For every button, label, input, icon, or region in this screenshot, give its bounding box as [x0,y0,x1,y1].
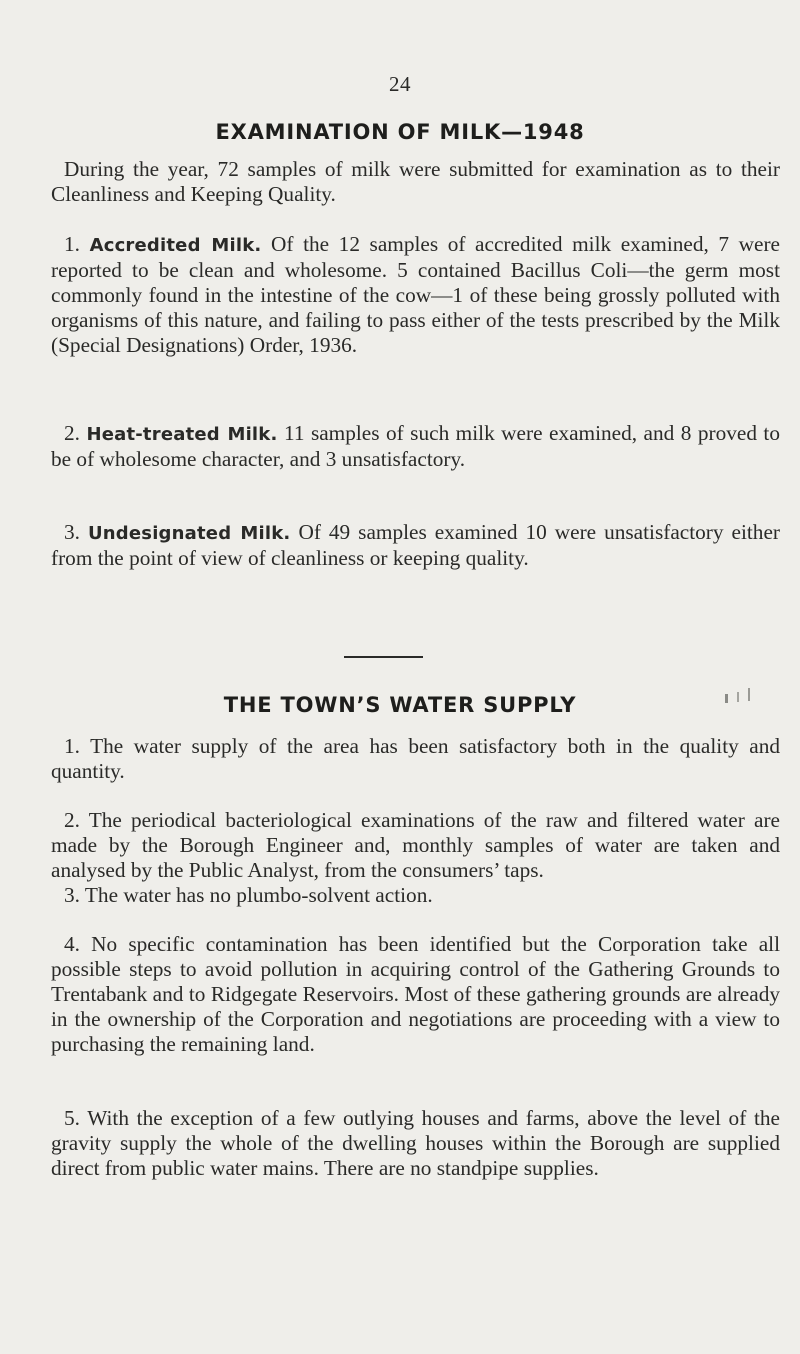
item-text: Of 49 samples examined 10 were unsatisfactory either from the point of view of cleanliness or keeping quality. [51,520,780,570]
item-text: Of the 12 samples of accredited milk examined, 7 were reported to be clean and wholesome. 5 contained Bacillus Coli—the germ most commonly found in the intestine of the cow—1 of these being grossly polluted with organisms of this nature, and failing to pass either of the tests prescribed by the Milk (Special Designations) Order, 1936. [51,232,780,357]
item-number: 1. [64,232,80,256]
item-number: 2. [64,421,80,445]
milk-section-heading: EXAMINATION OF MILK—1948 [215,120,585,144]
item-number: 3. [64,520,80,544]
item-text: 11 samples of such milk were examined, and 8 proved to be of wholesome character, and 3 unsatisfactory. [51,421,780,471]
item-lead-accredited: Accredited Milk. [89,235,262,256]
water-section-heading: THE TOWN’S WATER SUPPLY [223,693,577,717]
item-lead-undesignated: Undesignated Milk. [87,523,291,544]
water-item-3: 3. The water has no plumbo-solvent action. [64,883,433,907]
page-number: 24 [389,72,411,96]
milk-item-undesignated [51,520,780,571]
milk-intro-paragraph: During the year, 72 samples of milk were submitted for examination as to their Cleanliness and Keeping Quality. [51,157,780,206]
water-item-2: 2. The periodical bacteriological examinations of the raw and filtered water are made by the Borough Engineer and, monthly samples of water are taken and analysed by the Public Analyst, from the consumers’ taps. [51,808,780,882]
section-divider [344,656,423,658]
milk-item-accredited [51,232,780,358]
milk-item-heat-treated [51,421,780,472]
water-item-4: 4. No specific contamination has been identified but the Corporation take all possible steps to avoid pollution in acquiring control of the Gathering Grounds to Trentabank and to Ridgegate Reservoirs. Most of these gathering grounds are already in the ownership of the Corporation and negotiations are proceeding with a view to purchasing the remaining land. [51,932,780,1056]
water-item-1: 1. The water supply of the area has been satisfactory both in the quality and quantity. [51,734,780,783]
water-item-5: 5. With the exception of a few outlying houses and farms, above the level of the gravity supply the whole of the dwelling houses within the Borough are supplied direct from public water mains. There are no standpipe supplies. [51,1106,780,1180]
item-lead-heat-treated: Heat-treated Milk. [86,424,278,445]
